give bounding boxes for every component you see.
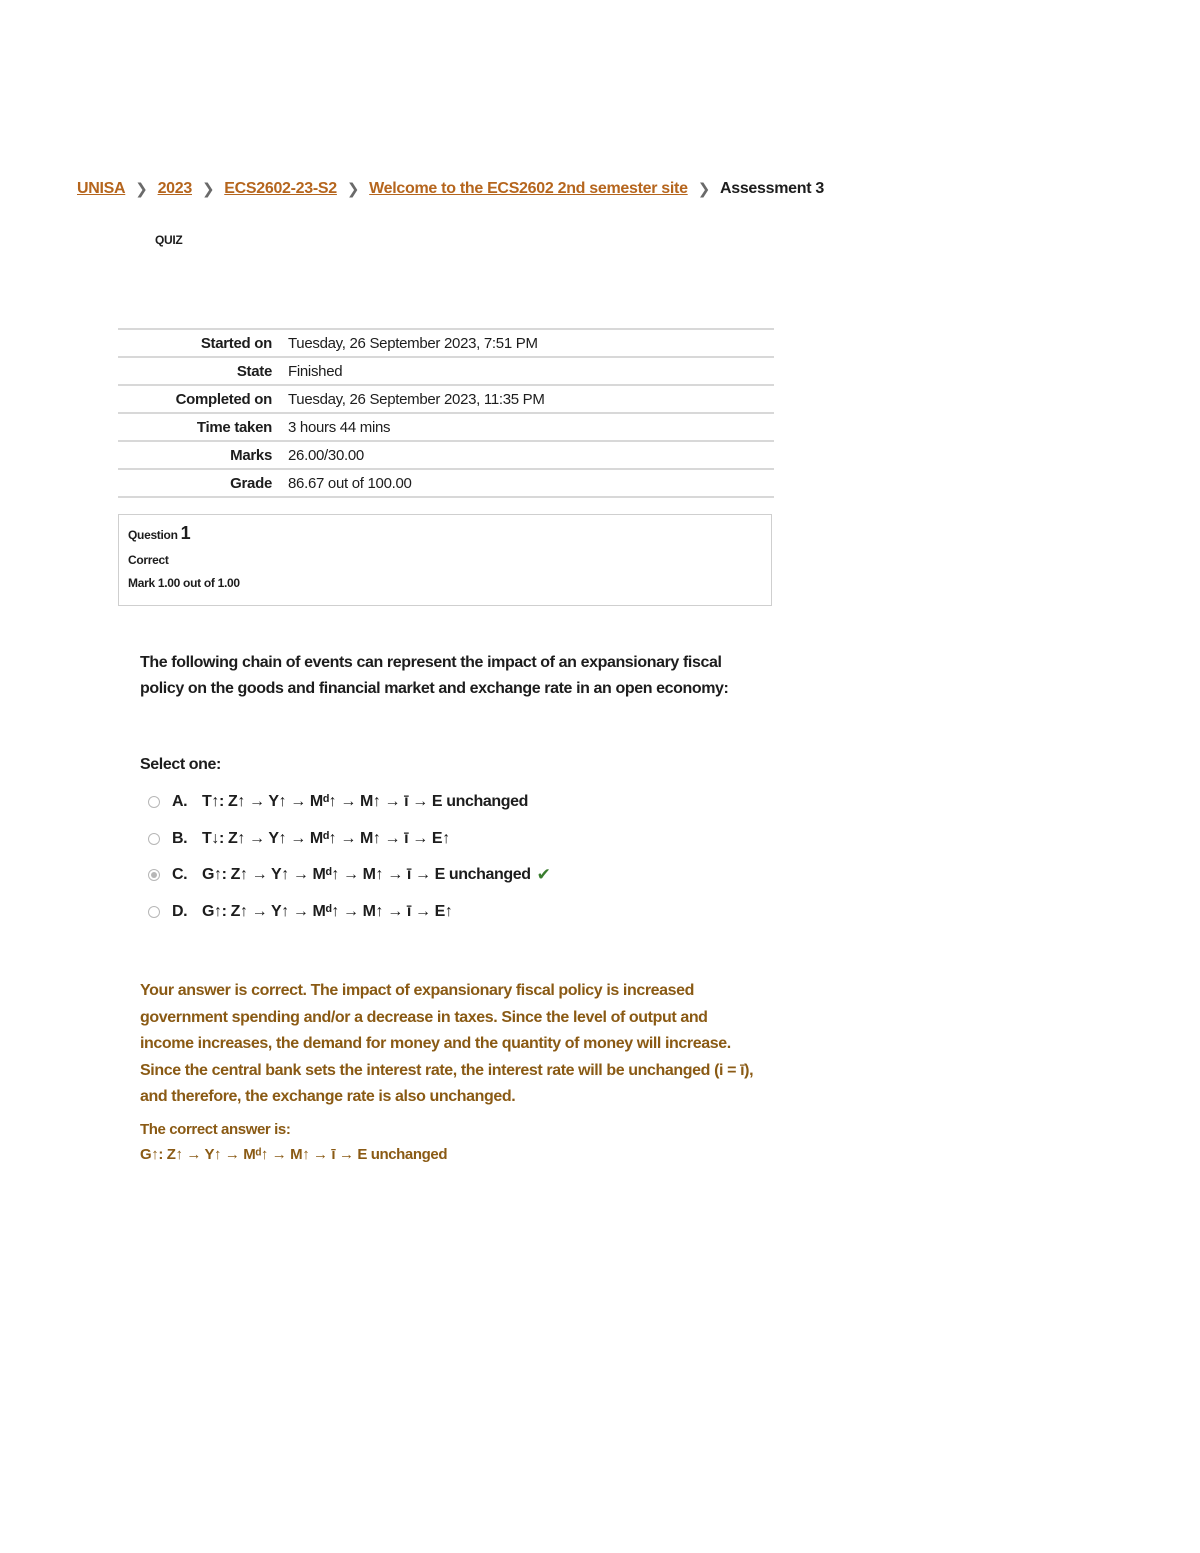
summary-value: 86.67 out of 100.00 xyxy=(288,469,774,497)
table-row xyxy=(118,413,774,441)
correct-answer: G↑: Z↑ → Y↑ → Mᵈ↑ → M↑ → ī → E unchanged xyxy=(140,1146,448,1163)
radio-button-selected[interactable] xyxy=(148,869,160,881)
summary-label: Completed on xyxy=(118,385,288,413)
option-text: T↑: Z↑ → Y↑ → Mᵈ↑ → M↑ → ī → E unchanged xyxy=(202,793,528,811)
summary-value: 3 hours 44 mins xyxy=(288,413,774,441)
summary-value: Tuesday, 26 September 2023, 7:51 PM xyxy=(288,329,774,357)
radio-button[interactable] xyxy=(148,833,160,845)
option-letter: C. xyxy=(172,866,188,884)
correct-answer-label: The correct answer is: xyxy=(140,1121,291,1138)
chevron-right-icon: ❯ xyxy=(201,181,215,198)
answer-option-b[interactable] xyxy=(148,821,551,858)
option-letter: D. xyxy=(172,902,188,920)
summary-label: Started on xyxy=(118,329,288,357)
question-label: Question xyxy=(128,528,178,542)
option-text: G↑: Z↑ → Y↑ → Mᵈ↑ → M↑ → ī → E unchanged xyxy=(202,866,531,884)
table-row xyxy=(118,357,774,385)
summary-label: Time taken xyxy=(118,413,288,441)
radio-button[interactable] xyxy=(148,796,160,808)
table-row xyxy=(118,329,774,357)
feedback-text: Your answer is correct. The impact of expansionary fiscal policy is increased government spending and/or a decrease in taxes. Since the level of output and income increases, the demand for money and the quantity of money will increase. Since the central bank sets the interest rate, the interest rate will be unchanged (i = ī), and therefore, the exchange rate is also unchanged. xyxy=(140,982,754,1105)
quiz-label: QUIZ xyxy=(155,233,183,247)
breadcrumb-current: Assessment 3 xyxy=(719,180,824,197)
option-letter: A. xyxy=(172,793,188,811)
table-row xyxy=(118,469,774,497)
summary-value: Finished xyxy=(288,357,774,385)
answer-option-a[interactable] xyxy=(148,784,551,821)
summary-label: State xyxy=(118,357,288,385)
breadcrumb xyxy=(77,180,824,198)
option-text: G↑: Z↑ → Y↑ → Mᵈ↑ → M↑ → ī → E↑ xyxy=(202,902,453,920)
check-icon: ✔ xyxy=(536,865,551,885)
table-row xyxy=(118,441,774,469)
option-letter: B. xyxy=(172,829,188,847)
breadcrumb-link-welcome[interactable]: Welcome to the ECS2602 2nd semester site xyxy=(369,180,688,197)
summary-label: Marks xyxy=(118,441,288,469)
select-one-label: Select one: xyxy=(140,756,221,773)
chevron-right-icon: ❯ xyxy=(346,181,360,198)
breadcrumb-link-2023[interactable]: 2023 xyxy=(157,180,192,197)
table-row xyxy=(118,385,774,413)
question-number xyxy=(128,523,762,544)
summary-value: 26.00/30.00 xyxy=(288,441,774,469)
answer-option-c[interactable] xyxy=(148,857,551,894)
question-number-value: 1 xyxy=(180,523,191,543)
question-mark: Mark 1.00 out of 1.00 xyxy=(128,576,240,590)
question-info-box xyxy=(118,514,772,606)
question-text: The following chain of events can represent the impact of an expansionary fiscal policy on the goods and financial market and exchange rate in an open economy: xyxy=(140,654,729,697)
summary-value: Tuesday, 26 September 2023, 11:35 PM xyxy=(288,385,774,413)
chevron-right-icon: ❯ xyxy=(135,181,148,198)
breadcrumb-link-unisa[interactable]: UNISA xyxy=(77,180,126,197)
breadcrumb-link-course[interactable]: ECS2602-23-S2 xyxy=(224,180,337,197)
question-status: Correct xyxy=(128,553,169,567)
answer-option-d[interactable] xyxy=(148,894,551,931)
radio-button[interactable] xyxy=(148,906,160,918)
answer-options xyxy=(148,784,551,930)
option-text: T↓: Z↑ → Y↑ → Mᵈ↑ → M↑ → ī → E↑ xyxy=(202,829,450,847)
summary-label: Grade xyxy=(118,469,288,497)
chevron-right-icon: ❯ xyxy=(697,181,710,198)
attempt-summary-table xyxy=(118,328,774,498)
